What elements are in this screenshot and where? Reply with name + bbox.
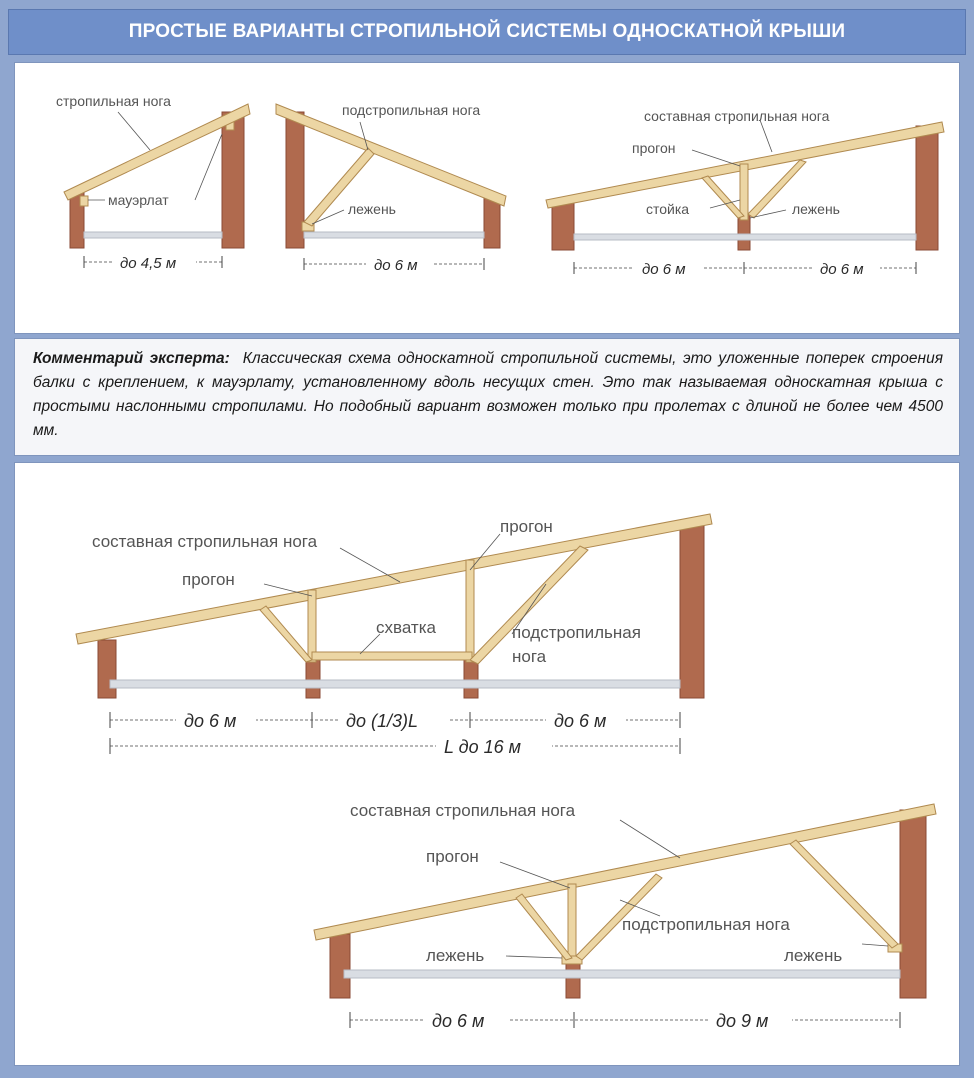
d1-leader-rafter — [118, 112, 150, 150]
d2-span-label: до 6 м — [374, 257, 418, 274]
diagram-5-two-span — [314, 801, 936, 1031]
diagram-4-three-span — [76, 514, 712, 757]
d2-rafter — [276, 104, 506, 206]
expert-comment-text: Классическая схема односкатной стропильной системы, это уложенные поперек строения балки с креплением, к мауэрлату, установленному вдоль несущих стен. Это так называемая односкатная крыша с простыми наслонными стропилами. Но подобный вариант возможен только при пролетах с длиной не более чем 4500 мм. — [33, 350, 943, 439]
d5-right-wall — [900, 810, 926, 998]
d5-leader-purlin — [500, 862, 570, 888]
diagram-1-simple-rafters — [56, 93, 250, 272]
d4-left-wall — [98, 640, 116, 698]
d5-leader-lezhen-left — [506, 956, 562, 958]
d4-mid-wall-2 — [464, 660, 478, 698]
d4-label-sub-rafter-1: подстропильная — [512, 623, 641, 642]
d5-label-sub-rafter: подстропильная нога — [622, 915, 790, 934]
d4-span-mid: до (1/3)L — [346, 711, 418, 731]
d4-floor — [110, 680, 680, 688]
d3-span-left: до 6 м — [642, 261, 686, 278]
d5-label-lezhen-right: лежень — [784, 946, 843, 965]
expert-comment-label: Комментарий эксперта: — [33, 350, 230, 367]
d4-span-left: до 6 м — [184, 711, 237, 731]
d5-leader-composite — [620, 820, 680, 858]
d4-span-total: L до 16 м — [444, 737, 522, 757]
d4-label-tie: схватка — [376, 618, 436, 637]
d3-post — [740, 164, 748, 220]
d3-right-wall — [916, 126, 938, 250]
d1-span-label: до 4,5 м — [120, 255, 177, 272]
d5-leader-lezhen-right — [862, 944, 888, 946]
d5-label-composite: составная стропильная нога — [350, 801, 576, 820]
d5-post — [568, 884, 576, 962]
d5-span-right: до 9 м — [716, 1011, 769, 1031]
d1-right-wall — [222, 112, 244, 248]
d4-tie — [312, 652, 472, 660]
d2-label-sub-rafter: подстропильная нога — [342, 102, 481, 118]
d4-leader-tie — [360, 634, 380, 654]
d4-mid-wall-1 — [306, 660, 320, 698]
d1-label-rafter: стропильная нога — [56, 93, 171, 109]
d2-floor — [304, 232, 484, 238]
d3-label-composite: составная стропильная нога — [644, 108, 830, 124]
page-title: ПРОСТЫЕ ВАРИАНТЫ СТРОПИЛЬНОЙ СИСТЕМЫ ОДНОСКАТНОЙ КРЫШИ — [8, 9, 966, 55]
d3-strut-left — [702, 176, 744, 218]
d5-strut-left — [516, 894, 572, 960]
d3-label-purlin: прогон — [632, 140, 676, 156]
d3-left-wall — [552, 200, 574, 250]
d4-label-purlin-right: прогон — [500, 517, 553, 536]
d2-left-wall — [286, 112, 304, 248]
d1-floor — [84, 232, 222, 238]
d5-label-purlin: прогон — [426, 847, 479, 866]
d4-label-composite: составная стропильная нога — [92, 532, 318, 551]
d5-label-lezhen-left: лежень — [426, 946, 485, 965]
d5-span-left: до 6 м — [432, 1011, 485, 1031]
diagram-2-sub-rafter — [276, 102, 506, 274]
d4-span-right: до 6 м — [554, 711, 607, 731]
d3-label-post: стойка — [646, 201, 690, 217]
d5-strut-right — [790, 840, 898, 948]
d3-label-lezhen: лежень — [792, 201, 840, 217]
d3-floor — [574, 234, 916, 240]
d1-mauerlat — [80, 196, 88, 206]
d4-leader-composite — [340, 548, 400, 582]
d4-post-right — [466, 560, 474, 662]
d4-label-purlin-left: прогон — [182, 570, 235, 589]
d4-strut-left — [260, 606, 312, 662]
d3-span-right: до 6 м — [820, 261, 864, 278]
d4-right-wall — [680, 524, 704, 698]
d3-leader-composite — [760, 120, 772, 152]
diagram-3-composite-rafter — [546, 108, 944, 278]
d5-floor — [344, 970, 900, 978]
d1-label-mauerlat: мауэрлат — [108, 192, 169, 208]
d1-leader-mauerlat — [195, 134, 222, 200]
d3-leader-purlin — [692, 150, 740, 166]
d2-label-lezhen: лежень — [348, 201, 396, 217]
d4-post-left — [308, 590, 316, 662]
d5-left-wall — [330, 934, 350, 998]
d4-label-sub-rafter-2: нога — [512, 647, 547, 666]
